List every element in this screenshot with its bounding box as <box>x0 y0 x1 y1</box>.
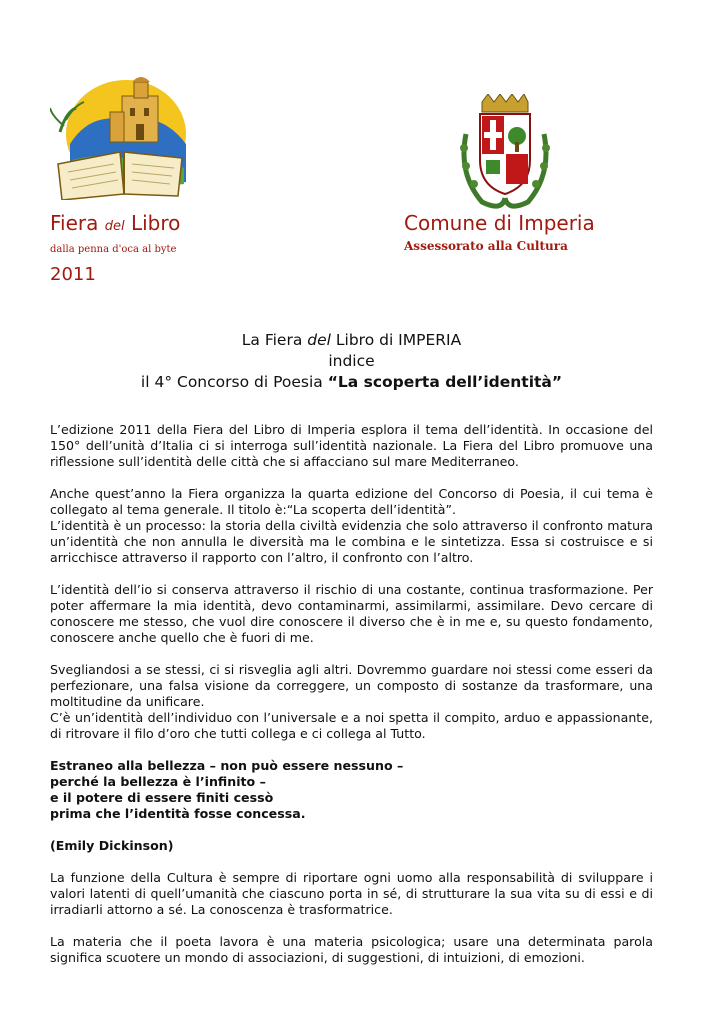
paragraph-5: La funzione della Cultura è sempre di riportare ogni uomo alla responsabilità di sviluppare i valori latenti di quell’umanità che ciascuno porta in sé, di strutturare la sua vita su di essi e di irradiarli attorno a sé. La conoscenza è trasformatrice. <box>50 870 653 917</box>
fiera-title <box>50 211 180 235</box>
fiera-logo-icon <box>50 72 198 200</box>
heading-line-2: indice <box>328 352 375 370</box>
coat-of-arms-icon <box>452 94 558 212</box>
comune-subtitle: Assessorato alla Cultura <box>404 239 568 253</box>
paragraph-4 <box>50 662 653 742</box>
heading-line-3-bold: “La scoperta dell’identità” <box>327 373 563 391</box>
poem-author: (Emily Dickinson) <box>50 838 174 853</box>
heading-line-3 <box>50 372 653 393</box>
fiera-title-part1: Fiera <box>50 211 99 235</box>
heading-line-1a: La Fiera <box>241 331 303 349</box>
comune-title: Comune di Imperia <box>404 211 595 235</box>
paragraph-3: L’identità dell’io si conserva attraverso il rischio di una costante, continua trasformazione. Per poter affermare la mia identità, devo contaminarmi, assimilarmi, assimilare. Devo cercare di conoscere me stesso, che vuol dire conoscere il diverso che è in me e, su questo fondamento, conoscere anche quello che è fuori di me. <box>50 582 653 645</box>
heading-line-1b: Libro di IMPERIA <box>335 331 462 349</box>
paragraph-2a: Anche quest’anno la Fiera organizza la quarta edizione del Concorso di Poesia, il cui tema è collegato al tema generale. Il titolo è:“La scoperta dell’identità”. <box>50 486 653 517</box>
poem-line-1: Estraneo alla bellezza – non può essere nessuno – <box>50 758 404 773</box>
heading-line-1-del: del <box>307 331 331 349</box>
heading-line-1 <box>50 330 653 351</box>
fiera-title-del: del <box>104 219 125 234</box>
paragraph-2b: L’identità è un processo: la storia della civiltà evidenzia che solo attraverso il confronto matura un’identità che non annulla le diversità ma le combina e le sintetizza. Essa si costruisce e si arricchisce attraverso il rapporto con l’altro, il confronto con l’altro. <box>50 518 653 565</box>
paragraph-4a: Svegliandosi a se stessi, ci si risveglia agli altri. Dovremmo guardare noi stessi come esseri da perfezionare, una falsa visione da correggere, un composto di sostanze da trasformare, una moltitudine da unificare. <box>50 662 653 709</box>
fiera-title-part2: Libro <box>130 211 181 235</box>
poem-line-3: e il potere di essere finiti cessò <box>50 790 274 805</box>
announcement-heading <box>50 330 653 393</box>
paragraph-2 <box>50 486 653 566</box>
paragraph-6: La materia che il poeta lavora è una materia psicologica; usare una determinata parola significa scuotere un mondo di associazioni, di suggestioni, di intuizioni, di emozioni. <box>50 934 653 965</box>
paragraph-4b: C’è un’identità dell’individuo con l’universale e a noi spetta il compito, arduo e appassionante, di ritrovare il filo d’oro che tutti collega e ci collega al Tutto. <box>50 710 653 741</box>
fiera-subtitle: dalla penna d'oca al byte <box>50 244 177 255</box>
poem-line-2: perché la bellezza è l’infinito – <box>50 774 266 789</box>
document-body <box>50 422 653 982</box>
paragraph-1: L’edizione 2011 della Fiera del Libro di Imperia esplora il tema dell’identità. In occasione del 150° dell’unità d’Italia ci si interroga sull’identità nazionale. La Fiera del Libro promuove una riflessione sull’identità delle città che si affacciano sul mare Mediterraneo. <box>50 422 653 469</box>
poem-quote <box>50 758 653 822</box>
heading-line-3a: il 4° Concorso di Poesia <box>140 373 323 391</box>
poem-line-4: prima che l’identità fosse concessa. <box>50 806 306 821</box>
fiera-year: 2011 <box>50 264 96 285</box>
